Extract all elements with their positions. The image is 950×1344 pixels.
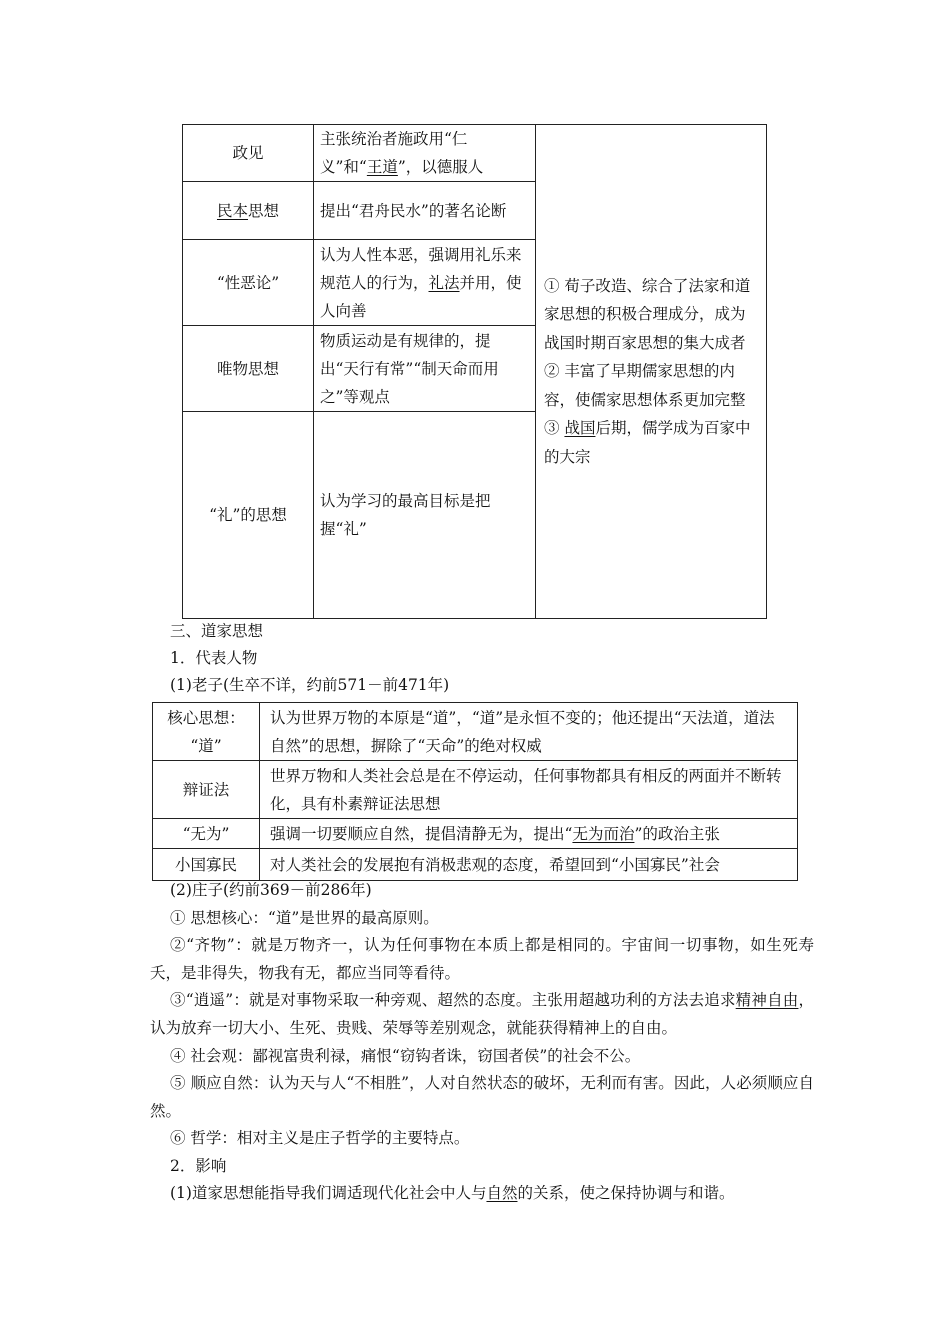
text-segment: 的关系，使之保持协调与和谐。 (517, 1184, 735, 1202)
row-desc (314, 412, 536, 619)
table-row (183, 125, 767, 182)
underlined-term: 无为而治 (572, 824, 635, 843)
text-segment: 提出“君舟民水”的著名论断 (320, 201, 507, 220)
row-label: 核心思想： “道” (153, 703, 260, 761)
row-label (183, 182, 314, 240)
text-segment: 强调一切要顺应自然，提倡清静无为，提出“ (270, 824, 573, 843)
text-segment: ”的政治主张 (634, 824, 720, 843)
significance-item (544, 272, 758, 358)
row-desc (314, 125, 536, 182)
zhuangzi-item (150, 932, 814, 987)
underlined-term: 王道 (366, 158, 398, 176)
row-desc (260, 761, 798, 819)
text-segment: ③ (544, 419, 565, 438)
row-desc (260, 849, 798, 881)
text-segment: 认为世界万物的本原是“道”，“道”是永恒不变的；他还提出“天法道，道法自然”的思想，摒除了“天命”的绝对权威 (270, 708, 775, 755)
subsection-title: 2．影响 (170, 1157, 227, 1175)
zhuangzi-item (150, 1043, 814, 1071)
underlined-term: 礼法 (428, 273, 460, 292)
text-segment: 并用，使人向善 (320, 273, 522, 320)
underlined-term: 精神自由 (735, 991, 799, 1009)
text-segment: ④ 社会观：鄙视富贵利禄，痛恨“窃钩者诛，窃国者侯”的社会不公。 (170, 1047, 641, 1065)
xunzi-table (182, 124, 767, 619)
underlined-term: 战国 (564, 419, 596, 438)
text-segment: ⑤ 顺应自然：认为天与人“不相胜”，人对自然状态的破坏，无利而有害。因此，人必须顺应自然。 (150, 1074, 814, 1120)
row-label: “礼”的思想 (183, 412, 314, 619)
underlined-term: 自然 (486, 1184, 518, 1202)
zhuangzi-item (150, 1070, 814, 1125)
text-segment: ⑥ 哲学：相对主义是庄子哲学的主要特点。 (170, 1129, 470, 1147)
row-label: “无为” (153, 819, 260, 849)
significance-cell (536, 125, 767, 619)
zhuangzi-title: (2)庄子(约前369－前286年) (170, 881, 372, 899)
text-segment: (1)道家思想能指导我们调适现代化社会中人与 (170, 1184, 487, 1202)
text-segment: ① 思想核心：“道”是世界的最高原则。 (170, 909, 439, 927)
significance-item (544, 414, 758, 471)
laozi-table (152, 702, 798, 881)
row-desc (314, 182, 536, 240)
text-segment: 对人类社会的发展抱有消极悲观的态度，希望回到“小国寡民”社会 (270, 855, 720, 874)
text-segment: 物质运动是有规律的，提出“天行有常”“制天命而用之”等观点 (320, 331, 499, 406)
text-segment: ① 荀子改造、综合了法家和道家思想的积极合理成分，成为战国时期百家思想的集大成者 (544, 276, 751, 352)
section-title: 三、道家思想 (170, 622, 264, 640)
row-label: 小国寡民 (153, 849, 260, 881)
text-segment: ”，以德服人 (397, 158, 484, 176)
significance-item (544, 357, 758, 414)
text-segment: ②“齐物”：就是万物齐一，认为任何事物在本质上都是相同的。宇宙间一切事物，如生死寿夭，是非得失，物我有无，都应当同等看待。 (150, 936, 814, 982)
table-row (153, 703, 798, 761)
text-segment: 主张统治者施政用“仁义”和“ (320, 130, 468, 176)
row-desc (260, 819, 798, 849)
row-desc (314, 326, 536, 412)
zhuangzi-item (150, 1125, 814, 1153)
row-label: “性恶论” (183, 240, 314, 326)
laozi-title: (1)老子(生卒不详，约前571－前471年) (170, 676, 450, 694)
zhuangzi-item (150, 987, 814, 1042)
text-segment: 认为人性本恶，强调用礼乐来规范人的行为， (320, 245, 522, 292)
text-segment: ，认为放弃一切大小、生死、贵贱、荣辱等差别观念，就能获得精神上的自由。 (150, 991, 814, 1037)
text-segment: ③“逍遥”：就是对事物采取一种旁观、超然的态度。主张用超越功利的方法去追求 (170, 991, 736, 1009)
row-desc (314, 240, 536, 326)
table-row (153, 819, 798, 849)
text-segment: 认为学习的最高目标是把握“礼” (320, 492, 491, 538)
row-label: 辩证法 (153, 761, 260, 819)
row-label: 唯物思想 (183, 326, 314, 412)
row-label: 政见 (183, 125, 314, 182)
subsection-title: 1．代表人物 (170, 649, 258, 667)
table-row (153, 849, 798, 881)
text-segment: ② 丰富了早期儒家思想的内容，使儒家思想体系更加完整 (544, 362, 746, 409)
row-desc (260, 703, 798, 761)
text-segment: 后期，儒学成为百家中的大宗 (544, 419, 751, 466)
influence-item (150, 1180, 814, 1208)
underlined-term: 民本 (216, 201, 248, 220)
zhuangzi-item (150, 905, 814, 933)
text-segment: 世界万物和人类社会总是在不停运动，任何事物都具有相反的两面并不断转化，具有朴素辩证法思想 (270, 766, 782, 813)
table-row (153, 761, 798, 819)
text-segment: 思想 (248, 201, 280, 220)
